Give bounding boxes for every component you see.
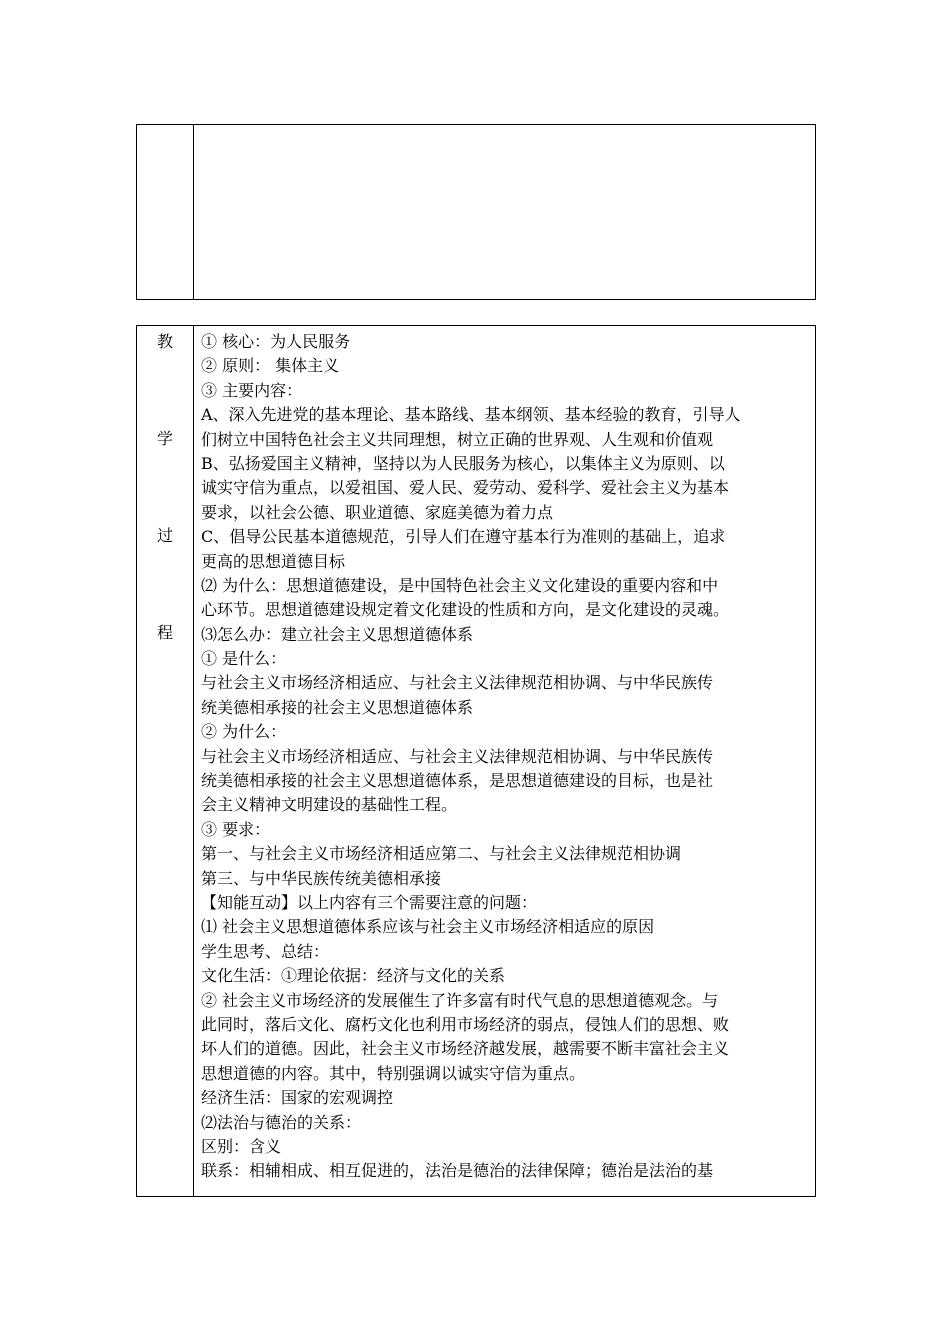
column-divider [193, 125, 194, 299]
text-line: 【知能互动】以上内容有三个需要注意的问题： [201, 892, 538, 912]
text-line: 与社会主义市场经济相适应、与社会主义法律规范相协调、与中华民族传 [201, 746, 714, 766]
text-line: 区别：含义 [201, 1136, 282, 1156]
text-line: B、弘扬爱国主义精神，坚持以为人民服务为核心，以集体主义为原则、以 [201, 453, 725, 473]
text-line: 更高的思想道德目标 [201, 551, 346, 571]
text-line: ① 是什么： [201, 649, 287, 669]
text-line: ② 原则： 集体主义 [201, 356, 340, 376]
side-label-xue: 学 [156, 429, 173, 448]
text-line: ② 为什么： [201, 722, 287, 742]
text-line: ② 社会主义市场经济的发展催生了许多富有时代气息的思想道德观念。与 [201, 990, 719, 1010]
text-line: ⑵法治与德治的关系： [201, 1112, 362, 1132]
text-line: 文化生活：①理论依据：经济与文化的关系 [201, 966, 506, 986]
text-line: 学生思考、总结： [201, 941, 330, 961]
text-line: 思想道德的内容。其中，特别强调以诚实守信为重点。 [201, 1063, 586, 1083]
text-line: 统美德相承接的社会主义思想道德体系 [201, 697, 474, 717]
text-line: ⑴ 社会主义思想道德体系应该与社会主义市场经济相适应的原因 [201, 917, 655, 937]
text-line: 坏人们的道德。因此，社会主义市场经济越发展，越需要不断丰富社会主义 [201, 1039, 730, 1059]
text-line: 心环节。思想道德建设规定着文化建设的性质和方向，是文化建设的灵魂。 [201, 600, 730, 620]
side-label-cheng: 程 [156, 623, 173, 642]
top-table [136, 124, 816, 300]
side-label-jiao: 教 [156, 332, 173, 351]
text-line: C、倡导公民基本道德规范，引导人们在遵守基本行为准则的基础上，追求 [201, 527, 726, 547]
text-line: ⑶怎么办：建立社会主义思想道德体系 [201, 624, 474, 644]
text-line: 第三、与中华民族传统美德相承接 [201, 868, 442, 888]
text-line: 联系：相辅相成、相互促进的，法治是德治的法律保障；德治是法治的基 [201, 1161, 714, 1181]
text-line: 统美德相承接的社会主义思想道德体系，是思想道德建设的目标，也是社 [201, 771, 714, 791]
text-line: 诚实守信为重点，以爱祖国、爱人民、爱劳动、爱科学、爱社会主义为基本 [201, 478, 730, 498]
text-line: 第一、与社会主义市场经济相适应第二、与社会主义法律规范相协调 [201, 844, 682, 864]
text-line: ③ 主要内容： [201, 380, 303, 400]
text-line: 此同时，落后文化、腐朽文化也利用市场经济的弱点，侵蚀人们的思想、败 [201, 1014, 730, 1034]
side-label-guo: 过 [156, 526, 173, 545]
text-line: 们树立中国特色社会主义共同理想，树立正确的世界观、人生观和价值观 [201, 429, 714, 449]
text-line: ⑵ 为什么：思想道德建设，是中国特色社会主义文化建设的重要内容和中 [201, 575, 719, 595]
text-line: ① 核心：为人民服务 [201, 332, 351, 351]
content-text [201, 330, 811, 1184]
text-line: A、深入先进党的基本理论、基本路线、基本纲领、基本经验的教育，引导人 [201, 405, 741, 425]
main-table [136, 325, 816, 1197]
text-line: 经济生活：国家的宏观调控 [201, 1088, 394, 1108]
text-line: 会主义精神文明建设的基础性工程。 [201, 795, 458, 815]
text-line: ③ 要求： [201, 819, 271, 839]
text-line: 与社会主义市场经济相适应、与社会主义法律规范相协调、与中华民族传 [201, 673, 714, 693]
text-line: 要求，以社会公德、职业道德、家庭美德为着力点 [201, 502, 554, 522]
column-divider [193, 326, 194, 1196]
